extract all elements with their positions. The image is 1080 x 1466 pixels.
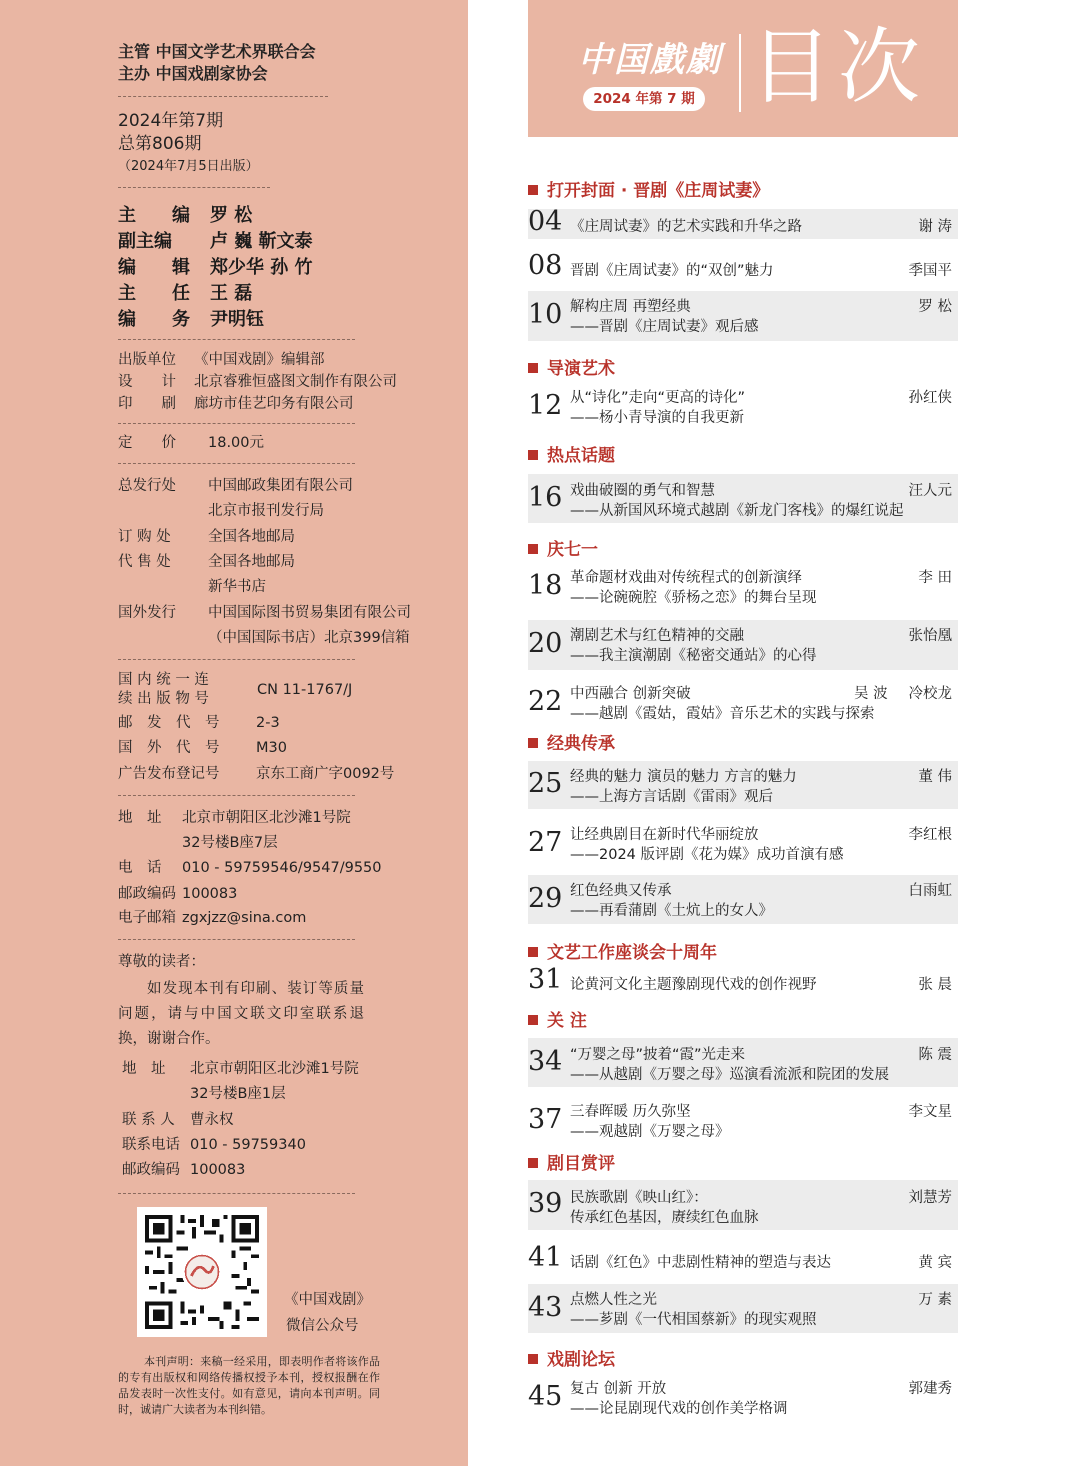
divider xyxy=(118,423,355,424)
bullet-square-icon xyxy=(528,947,538,957)
bullet-square-icon xyxy=(528,1354,538,1364)
tel-row xyxy=(118,858,382,878)
editor-role: 编 辑 xyxy=(118,257,190,278)
article-title: 经典的魅力 演员的魅力 方言的魅力 xyxy=(570,769,797,785)
post-code-row xyxy=(118,713,280,733)
editor-name: 王 磊 xyxy=(210,283,253,304)
article-subtitle: ——上海方言话剧《雷雨》观后 xyxy=(570,789,773,805)
editor-name: 罗 松 xyxy=(210,205,253,226)
foreign-code-value: M30 xyxy=(256,740,287,756)
author: 吴 波 xyxy=(854,686,888,702)
org-supervisor: 主管 中国文学艺术界联合会 xyxy=(118,42,316,61)
distributor-value-2: 北京市报刊发行局 xyxy=(208,503,324,519)
wechat-qr-code[interactable] xyxy=(137,1207,267,1337)
order-label: 订 购 处 xyxy=(118,529,171,545)
toc-entry[interactable] xyxy=(528,562,958,612)
agent-label: 代 售 处 xyxy=(118,554,171,570)
article-subtitle: ——论昆剧现代戏的创作美学格调 xyxy=(570,1401,788,1417)
post-code-value: 2-3 xyxy=(256,715,280,731)
section-heading: 剧目赏评 xyxy=(528,1149,615,1174)
print-value: 廊坊市佳艺印务有限公司 xyxy=(194,396,354,412)
bullet-square-icon xyxy=(528,1015,538,1025)
toc-entry[interactable] xyxy=(528,382,958,432)
article-title: 解构庄周 再塑经典 xyxy=(570,299,691,315)
bullet-square-icon xyxy=(528,185,538,195)
author: 李文星 xyxy=(908,1104,952,1120)
issue-badge: 2024 年第 7 期 xyxy=(583,87,705,111)
article-title: 红色经典又传承 xyxy=(570,883,672,899)
article-subtitle: ——论碗碗腔《骄杨之恋》的舞台呈现 xyxy=(570,590,817,606)
toc-entry[interactable] xyxy=(528,1373,958,1423)
page-number: 10 xyxy=(528,299,563,330)
address2-value: 北京市朝阳区北沙滩1号院 xyxy=(190,1061,359,1077)
author: 张怡凰 xyxy=(908,628,952,644)
toc-entry[interactable] xyxy=(528,474,958,523)
page-number: 27 xyxy=(528,827,563,858)
page-title: 目次 xyxy=(750,20,927,115)
toc-entry[interactable] xyxy=(528,761,958,809)
org-host: 主办 中国戏剧家协会 xyxy=(118,64,268,83)
section-heading: 经典传承 xyxy=(528,729,615,754)
author: 李 田 xyxy=(918,570,952,586)
page-number: 22 xyxy=(528,686,563,717)
header-divider xyxy=(739,34,741,112)
editor-row xyxy=(118,227,313,253)
editor-row xyxy=(118,305,264,331)
contact-tel-value: 010 - 59759340 xyxy=(190,1137,306,1153)
editor-role: 副主编 xyxy=(118,231,172,252)
issue-total: 总第806期 xyxy=(118,134,202,154)
ad-value: 京东工商广字0092号 xyxy=(256,766,395,782)
contact-tel-row xyxy=(122,1135,306,1155)
toc-entry[interactable] xyxy=(528,875,958,924)
agent-value-2: 新华书店 xyxy=(208,579,266,595)
article-subtitle: ——晋剧《庄周试妻》观后感 xyxy=(570,319,759,335)
divider xyxy=(118,339,355,340)
article-title: 戏曲破圈的勇气和智慧 xyxy=(570,483,715,499)
author: 李红根 xyxy=(908,827,952,843)
article-subtitle: ——从越剧《万婴之母》巡演看流派和院团的发展 xyxy=(570,1067,889,1083)
section-heading: 庆七一 xyxy=(528,535,598,560)
contact-value: 曹永权 xyxy=(190,1112,234,1128)
article-subtitle: ——越剧《霞姑，霞姑》音乐艺术的实践与探索 xyxy=(570,706,875,722)
editor-name: 卢 巍 靳文泰 xyxy=(210,231,313,252)
cn-value: CN 11-1767/J xyxy=(257,682,353,698)
editor-row xyxy=(118,279,252,305)
contact-label: 联 系 人 xyxy=(122,1112,175,1128)
author: 谢 涛 xyxy=(918,219,952,235)
price-value: 18.00元 xyxy=(208,435,265,451)
toc-entry[interactable] xyxy=(528,252,958,282)
author: 罗 松 xyxy=(918,299,952,315)
article-title: 三春晖暖 历久弥坚 xyxy=(570,1104,691,1120)
cn-label-1: 国 内 统 一 连 xyxy=(118,672,209,688)
contact-row xyxy=(122,1110,234,1130)
toc-entry[interactable] xyxy=(528,678,958,728)
page-number: 31 xyxy=(528,964,563,995)
section-heading: 关 注 xyxy=(528,1006,587,1031)
bullet-square-icon xyxy=(528,363,538,373)
distributor-label: 总发行处 xyxy=(118,478,176,494)
divider xyxy=(118,96,328,97)
zip-row xyxy=(118,884,237,904)
page-number: 04 xyxy=(528,206,563,237)
toc-entry[interactable] xyxy=(528,291,958,341)
distributor-value: 中国邮政集团有限公司 xyxy=(208,478,353,494)
bullet-square-icon xyxy=(528,1158,538,1168)
toc-entry[interactable] xyxy=(528,1244,958,1274)
agent-row xyxy=(118,552,295,572)
article-subtitle: ——从新国风环境式越剧《新龙门客栈》的爆红说起 xyxy=(570,503,904,519)
article-subtitle: ——观越剧《万婴之母》 xyxy=(570,1124,730,1140)
editor-role: 主 任 xyxy=(118,283,190,304)
address-value: 北京市朝阳区北沙滩1号院 xyxy=(182,810,351,826)
editor-name: 郑少华 孙 竹 xyxy=(210,257,313,278)
article-title: 复古 创新 开放 xyxy=(570,1381,667,1397)
article-title: 潮剧艺术与红色精神的交融 xyxy=(570,628,744,644)
publisher-row xyxy=(118,350,325,370)
order-row xyxy=(118,527,295,547)
reader-title: 尊敬的读者： xyxy=(118,954,205,970)
page-number: 34 xyxy=(528,1046,563,1077)
author: 陈 震 xyxy=(918,1047,952,1063)
article-subtitle: ——2024 版评剧《花为媒》成功首演有感 xyxy=(570,847,844,863)
page-number: 43 xyxy=(528,1292,563,1323)
foreign-row xyxy=(118,603,411,623)
article-title: 让经典剧目在新时代华丽绽放 xyxy=(570,827,759,843)
page-number: 18 xyxy=(528,570,563,601)
author: 万 素 xyxy=(918,1292,952,1308)
publish-date: （2024年7月5日出版） xyxy=(118,159,259,174)
qr-caption-2: 微信公众号 xyxy=(286,1318,359,1334)
editor-row xyxy=(118,253,313,279)
zip-value: 100083 xyxy=(182,886,238,902)
bullet-square-icon xyxy=(528,544,538,554)
cn-label-2: 续 出 版 物 号 xyxy=(118,691,209,707)
editor-name: 尹明钰 xyxy=(210,309,264,330)
author: 董 伟 xyxy=(918,769,952,785)
author: 汪人元 xyxy=(908,483,952,499)
address2-label: 地 址 xyxy=(122,1061,166,1077)
zip2-row xyxy=(122,1160,245,1180)
email-value: zgxjzz@sina.com xyxy=(182,910,307,926)
article-subtitle: ——我主演潮剧《秘密交通站》的心得 xyxy=(570,648,817,664)
author: 季国平 xyxy=(908,263,952,279)
page-number: 20 xyxy=(528,628,563,659)
magazine-logo: 中国戲劇 xyxy=(578,40,722,80)
editor-role: 编 务 xyxy=(118,309,190,330)
foreign-value-2: （中国国际书店）北京399信箱 xyxy=(208,630,410,646)
tel-value: 010 - 59759546/9547/9550 xyxy=(182,860,382,876)
article-title: 革命题材戏曲对传统程式的创新演绎 xyxy=(570,570,802,586)
page-number: 45 xyxy=(528,1381,563,1412)
page-number: 12 xyxy=(528,390,563,421)
address2-row xyxy=(122,1059,359,1079)
author: 黄 宾 xyxy=(918,1255,952,1271)
address-row xyxy=(118,808,351,828)
toc-entry[interactable] xyxy=(528,1038,958,1087)
editor-role: 主 编 xyxy=(118,205,190,226)
editor-row xyxy=(118,201,252,227)
post-code-label: 邮 发 代 号 xyxy=(118,715,220,731)
email-label: 电子邮箱 xyxy=(118,910,176,926)
reader-notice: 如发现本刊有印刷、装订等质量问题，请与中国文联文印室联系退换，谢谢合作。 xyxy=(118,981,364,1047)
qr-caption-1: 《中国戏剧》 xyxy=(284,1292,371,1308)
section-heading: 热点话题 xyxy=(528,441,615,466)
toc-entry[interactable] xyxy=(528,620,958,670)
page-number: 39 xyxy=(528,1188,563,1219)
divider xyxy=(118,795,355,796)
author: 白雨虹 xyxy=(908,883,952,899)
print-row xyxy=(118,394,354,414)
bullet-square-icon xyxy=(528,450,538,460)
price-row xyxy=(118,433,264,453)
toc-entry[interactable] xyxy=(528,1180,958,1230)
publisher-label: 出版单位 xyxy=(118,352,176,368)
address-label: 地 址 xyxy=(118,810,162,826)
agent-value: 全国各地邮局 xyxy=(208,554,295,570)
toc-entry[interactable] xyxy=(528,206,958,239)
section-heading: 导演艺术 xyxy=(528,354,615,379)
article-subtitle: ——杨小青导演的自我更新 xyxy=(570,410,744,426)
zip2-value: 100083 xyxy=(190,1162,246,1178)
bullet-square-icon xyxy=(528,738,538,748)
address-value-2: 32号楼B座7层 xyxy=(182,835,278,851)
section-heading: 戏剧论坛 xyxy=(528,1345,615,1370)
design-value: 北京睿雅恒盛图文制作有限公司 xyxy=(194,374,397,390)
section-heading: 文艺工作座谈会十周年 xyxy=(528,938,717,963)
price-label: 定 价 xyxy=(118,435,176,451)
article-subtitle: ——再看蒲剧《土炕上的女人》 xyxy=(570,903,773,919)
design-label: 设 计 xyxy=(118,374,176,390)
distributor-row xyxy=(118,476,353,496)
author: 郭建秀 xyxy=(908,1381,952,1397)
article-title: 《庄周试妻》的艺术实践和升华之路 xyxy=(570,219,802,235)
article-title: 中西融合 创新突破 xyxy=(570,686,691,702)
page-number: 41 xyxy=(528,1242,563,1273)
zip-label: 邮政编码 xyxy=(118,886,176,902)
author: 孙红侠 xyxy=(908,390,952,406)
divider xyxy=(118,659,355,660)
page-number: 16 xyxy=(528,482,563,513)
contact-tel-label: 联系电话 xyxy=(122,1137,180,1153)
page-number: 08 xyxy=(528,250,563,281)
toc-header xyxy=(528,0,958,137)
ad-label: 广告发布登记号 xyxy=(118,766,220,782)
author: 冷校龙 xyxy=(908,686,952,702)
publisher-value: 《中国戏剧》编辑部 xyxy=(194,352,325,368)
divider xyxy=(118,187,270,188)
article-title: 从“诗化”走向“更高的诗化” xyxy=(570,390,746,406)
article-title: 论黄河文化主题豫剧现代戏的创作视野 xyxy=(570,977,817,993)
tel-label: 电 话 xyxy=(118,860,162,876)
page-number: 25 xyxy=(528,768,563,799)
zip2-label: 邮政编码 xyxy=(122,1162,180,1178)
article-subtitle: ——芗剧《一代相国蔡新》的现实观照 xyxy=(570,1312,817,1328)
page-number: 29 xyxy=(528,883,563,914)
order-value: 全国各地邮局 xyxy=(208,529,295,545)
toc-entry[interactable] xyxy=(528,966,958,996)
foreign-code-label: 国 外 代 号 xyxy=(118,740,220,756)
qr-code-icon xyxy=(145,1215,259,1329)
copyright-statement: 本刊声明：来稿一经采用，即表明作者将该作品的专有出版权和网络传播权授予本刊，授权报酬在作品发表时一次性支付。如有意见，请向本刊声明。同时，诚请广大读者为本刊纠错。 xyxy=(118,1355,380,1416)
masthead-sidebar xyxy=(0,0,468,1466)
article-title: 晋剧《庄周试妻》的“双创”魅力 xyxy=(570,263,774,279)
address2-value-2: 32号楼B座1层 xyxy=(190,1086,286,1102)
toc-entry[interactable] xyxy=(528,1096,958,1146)
page-number: 37 xyxy=(528,1104,563,1135)
article-title: 话剧《红色》中悲剧性精神的塑造与表达 xyxy=(570,1255,831,1271)
ad-row xyxy=(118,764,394,784)
author: 刘慧芳 xyxy=(908,1190,952,1206)
foreign-label: 国外发行 xyxy=(118,605,176,621)
article-title: 点燃人性之光 xyxy=(570,1292,657,1308)
divider xyxy=(118,939,355,940)
article-subtitle: 传承红色基因，赓续红色血脉 xyxy=(570,1210,759,1226)
author: 张 晨 xyxy=(918,977,952,993)
issue-year: 2024年第7期 xyxy=(118,111,224,131)
design-row xyxy=(118,372,397,392)
divider xyxy=(118,1193,355,1194)
section-heading: 打开封面 · 晋剧《庄周试妻》 xyxy=(528,176,769,201)
toc-entry[interactable] xyxy=(528,1284,958,1333)
email-row xyxy=(118,908,306,928)
foreign-value: 中国国际图书贸易集团有限公司 xyxy=(208,605,411,621)
toc-entry[interactable] xyxy=(528,819,958,869)
divider xyxy=(118,463,355,464)
print-label: 印 刷 xyxy=(118,396,176,412)
article-title: “万婴之母”披着“霞”光走来 xyxy=(570,1047,746,1063)
foreign-code-row xyxy=(118,738,287,758)
article-title: 民族歌剧《映山红》： xyxy=(570,1190,708,1206)
